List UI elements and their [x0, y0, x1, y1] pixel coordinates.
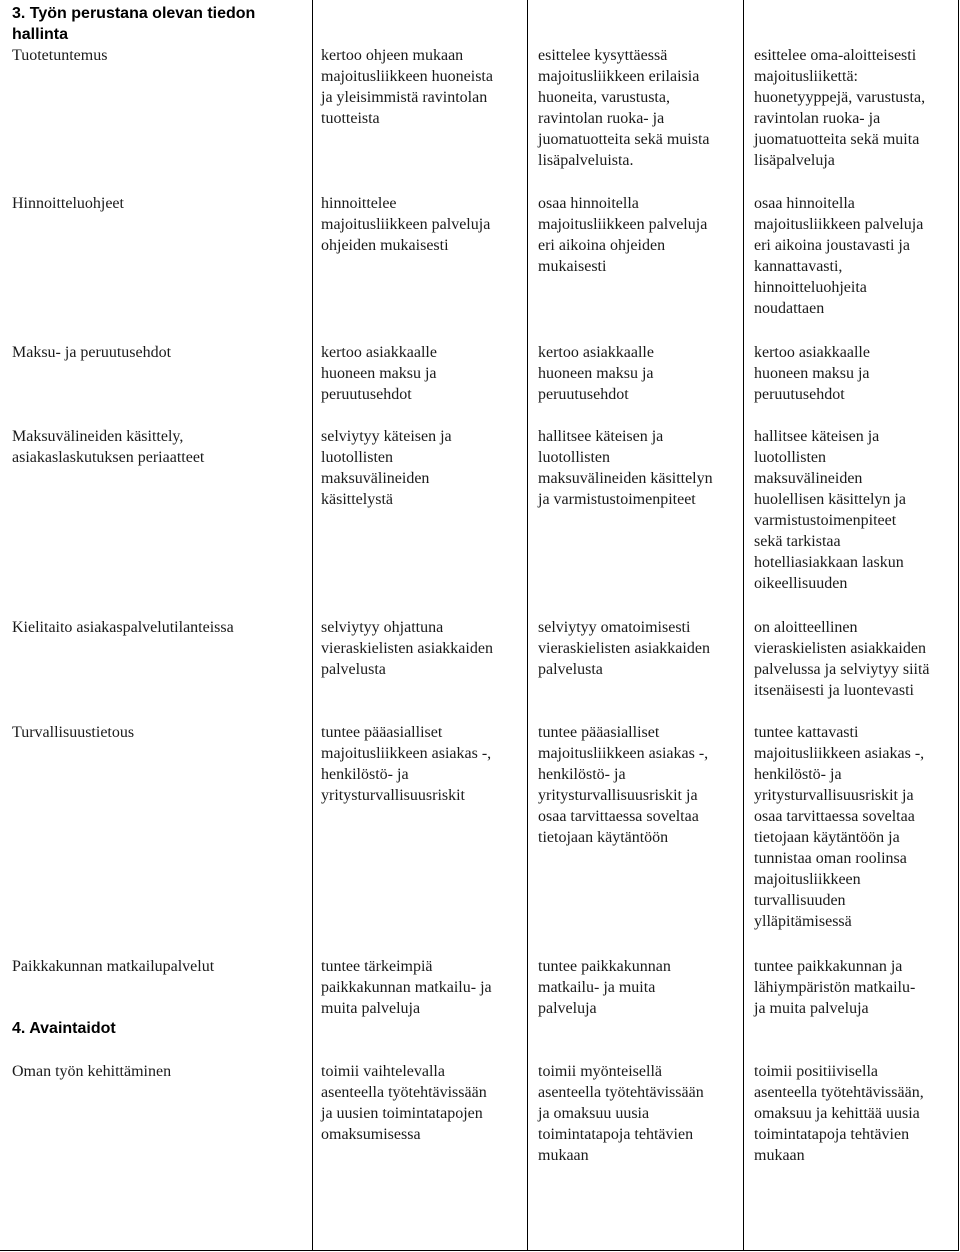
- criterion-level-1: selviytyy ohjattuna vieraskielisten asiakkaiden palvelusta: [321, 619, 493, 678]
- criterion-level-2: tuntee pääasialliset majoitusliikkeen asiakas -, henkilöstö- ja yritysturvallisuusriskit ja osaa tarvittaessa soveltaa tietojaan käytäntöön: [538, 724, 709, 846]
- criterion-level-2: esittelee kysyttäessä majoitusliikkeen erilaisia huoneita, varustusta, ravintolan ruoka- ja juomatuotteita sekä muista lisäpalveluista.: [538, 47, 710, 169]
- criterion-level-3: osaa hinnoitella majoitusliikkeen palveluja eri aikoina joustavasti ja kannattavasti, hinnoitteluohjeita noudattaen: [754, 195, 924, 317]
- criterion-label: Kielitaito asiakaspalvelutilanteissa: [12, 619, 234, 636]
- criterion-level-3: on aloitteellinen vieraskielisten asiakkaiden palvelussa ja selviytyy siitä itsenäisesti ja luontevasti: [754, 619, 930, 699]
- criterion-level-3: toimii positiivisella asenteella työtehtävissään, omaksuu ja kehittää uusia toimintatapoja tehtävien mukaan: [754, 1063, 924, 1164]
- criterion-level-2: toimii myönteisellä asenteella työtehtävissään ja omaksuu uusia toimintatapoja tehtävien mukaan: [538, 1063, 704, 1164]
- criterion-level-1: kertoo asiakkaalle huoneen maksu ja peruutusehdot: [321, 344, 437, 403]
- criterion-label: Turvallisuustietous: [12, 724, 135, 741]
- criterion-level-1: selviytyy käteisen ja luotollisten maksuvälineiden käsittelystä: [321, 428, 452, 508]
- criterion-level-3: esittelee oma-aloitteisesti majoitusliikettä: huonetyyppejä, varustusta, ravintolan ruoka- ja juomatuotteita sekä muita lisäpalveluja: [754, 47, 926, 169]
- criterion-level-1: hinnoittelee majoitusliikkeen palveluja ohjeiden mukaisesti: [321, 195, 491, 254]
- criterion-label: Maksuvälineiden käsittely, asiakaslaskutuksen periaatteet: [12, 428, 205, 466]
- criterion-level-1: toimii vaihtelevalla asenteella työtehtävissään ja uusien toimintatapojen omaksumisessa: [321, 1063, 487, 1143]
- criterion-level-1: tuntee pääasialliset majoitusliikkeen asiakas -, henkilöstö- ja yritysturvallisuusriskit: [321, 724, 492, 804]
- criterion-label: Hinnoitteluohjeet: [12, 195, 124, 212]
- criterion-level-1: tuntee tärkeimpiä paikkakunnan matkailu- ja muita palveluja: [321, 958, 492, 1017]
- column-divider-2: [527, 0, 528, 1251]
- column-divider-3: [743, 0, 744, 1251]
- column-divider-1: [312, 0, 313, 1251]
- criterion-level-3: tuntee kattavasti majoitusliikkeen asiakas -, henkilöstö- ja yritysturvallisuusriskit ja osaa tarvittaessa soveltaa tietojaan käytäntöön ja tunnistaa oman roolinsa majoitusliikkeen turvallisuuden ylläpitämisessä: [754, 724, 925, 930]
- criterion-level-2: kertoo asiakkaalle huoneen maksu ja peruutusehdot: [538, 344, 654, 403]
- criterion-level-3: kertoo asiakkaalle huoneen maksu ja peruutusehdot: [754, 344, 870, 403]
- section-heading-4: 4. Avaintaidot: [12, 1020, 116, 1037]
- criterion-level-2: hallitsee käteisen ja luotollisten maksuvälineiden käsittelyn ja varmistustoimenpiteet: [538, 428, 713, 508]
- criterion-level-2: tuntee paikkakunnan matkailu- ja muita palveluja: [538, 958, 671, 1017]
- criterion-label: Paikkakunnan matkailupalvelut: [12, 958, 215, 975]
- criterion-level-2: osaa hinnoitella majoitusliikkeen palveluja eri aikoina ohjeiden mukaisesti: [538, 195, 708, 275]
- criterion-level-1: kertoo ohjeen mukaan majoitusliikkeen huoneista ja yleisimmistä ravintolan tuotteista: [321, 47, 493, 127]
- criterion-label: Oman työn kehittäminen: [12, 1063, 172, 1080]
- criterion-label: Tuotetuntemus: [12, 47, 108, 64]
- criterion-level-3: tuntee paikkakunnan ja lähiympäristön matkailu- ja muita palveluja: [754, 958, 916, 1017]
- section-heading-3: 3. Työn perustana olevan tiedon hallinta: [12, 5, 256, 43]
- criterion-level-3: hallitsee käteisen ja luotollisten maksuvälineiden huolellisen käsittelyn ja varmistustoimenpiteet sekä tarkistaa hotelliasiakkaan laskun oikeellisuuden: [754, 428, 906, 592]
- criterion-level-2: selviytyy omatoimisesti vieraskielisten asiakkaiden palvelusta: [538, 619, 710, 678]
- criterion-label: Maksu- ja peruutusehdot: [12, 344, 172, 361]
